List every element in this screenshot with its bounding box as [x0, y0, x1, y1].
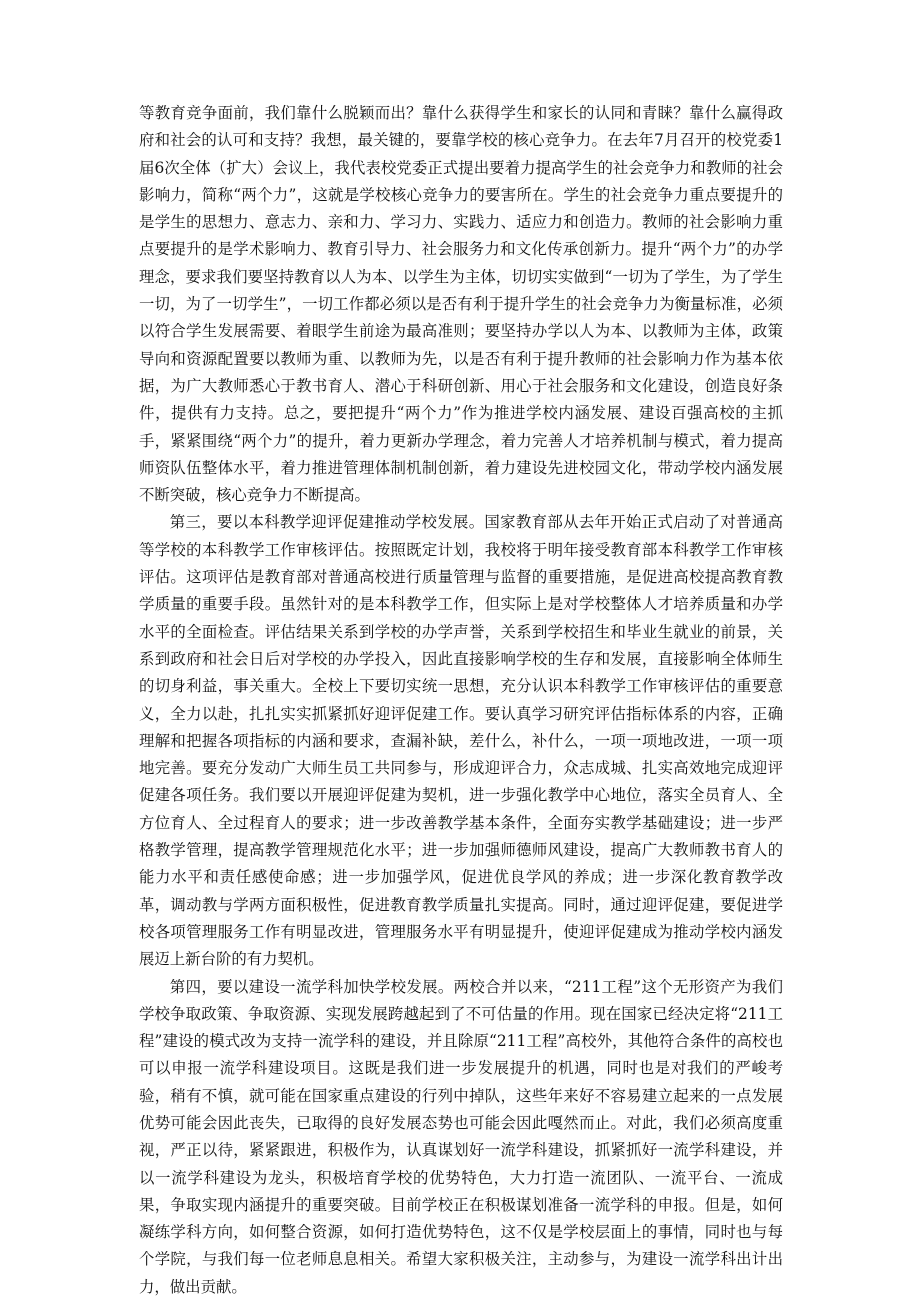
document-body	[139, 100, 783, 1301]
paragraph-fourth-first-class-discipline: 第四，要以建设一流学科加快学校发展。两校合并以来，“211工程”这个无形资产为我们学校争取政策、争取资源、实现发展跨越起到了不可估量的作用。现在国家已经决定将“211工程”建设的模式改为支持一流学科的建设，并且除原“211工程”高校外，其他符合条件的高校也可以申报一流学科建设项目。这既是我们进一步发展提升的机遇，同时也是对我们的严峻考验，稍有不慎，就可能在国家重点建设的行列中掉队，这些年来好不容易建立起来的一点发展优势可能会因此丧失，已取得的良好发展态势也可能会因此嘎然而止。对此，我们必须高度重视，严正以待，紧紧跟进，积极作为，认真谋划好一流学科建设，抓紧抓好一流学科建设，并以一流学科建设为龙头，积极培育学校的优势特色，大力打造一流团队、一流平台、一流成果，争取实现内涵提升的重要突破。目前学校正在积极谋划准备一流学科的申报。但是，如何凝练学科方向，如何整合资源，如何打造优势特色，这不仅是学校层面上的事情，同时也与每个学院，与我们每一位老师息息相关。希望大家积极关注，主动参与，为建设一流学科出计出力，做出贡献。	[139, 977, 783, 1296]
paragraph-third-undergraduate-evaluation: 第三，要以本科教学迎评促建推动学校发展。国家教育部从去年开始正式启动了对普通高等学校的本科教学工作审核评估。按照既定计划，我校将于明年接受教育部本科教学工作审核评估。这项评估是教育部对普通高校进行质量管理与监督的重要措施，是促进高校提高教育教学质量的重要手段。虽然针对的是本科教学工作，但实际上是对学校整体人才培养质量和办学水平的全面检查。评估结果关系到学校的办学声誉，关系到学校招生和毕业生就业的前景，关系到政府和社会日后对学校的办学投入，因此直接影响学校的生存和发展，直接影响全体师生的切身利益，事关重大。全校上下要切实统一思想，充分认识本科教学工作审核评估的重要意义，全力以赴，扎扎实实抓紧抓好迎评促建工作。要认真学习研究评估指标体系的内容，正确理解和把握各项指标的内涵和要求，查漏补缺，差什么，补什么，一项一项地改进，一项一项地完善。要充分发动广大师生员工共同参与，形成迎评合力，众志成城、扎实高效地完成迎评促建各项任务。我们要以开展迎评促建为契机，进一步强化教学中心地位，落实全员育人、全方位育人、全过程育人的要求；进一步改善教学基本条件，全面夯实教学基础建设；进一步严格教学管理，提高教学管理规范化水平；进一步加强师德师风建设，提高广大教师教书育人的能力水平和责任感使命感；进一步加强学风，促进优良学风的养成；进一步深化教育教学改革，调动教与学两方面积极性，促进教育教学质量扎实提高。同时，通过迎评促建，要促进学校各项管理服务工作有明显改进，管理服务水平有明显提升，使迎评促建成为推动学校内涵发展迈上新台阶的有力契机。	[139, 513, 783, 969]
paragraph-competitiveness: 等教育竞争面前，我们靠什么脱颖而出？靠什么获得学生和家长的认同和青睐？靠什么赢得政府和社会的认可和支持？我想，最关键的，要靠学校的核心竞争力。在去年7月召开的校党委1届6次全体（扩大）会议上，我代表校党委正式提出要着力提高学生的社会竞争力和教师的社会影响力，简称“两个力”，这就是学校核心竞争力的要害所在。学生的社会竞争力重点要提升的是学生的思想力、意志力、亲和力、学习力、实践力、适应力和创造力。教师的社会影响力重点要提升的是学术影响力、教育引导力、社会服务力和文化传承创新力。提升“两个力”的办学理念，要求我们要坚持教育以人为本、以学生为主体，切切实实做到“一切为了学生，为了学生一切，为了一切学生”，一切工作都必须以是否有利于提升学生的社会竞争力为衡量标准，必须以符合学生发展需要、着眼学生前途为最高准则；要坚持办学以人为本、以教师为主体，政策导向和资源配置要以教师为重、以教师为先，以是否有利于提升教师的社会影响力作为基本依据，为广大教师悉心于教书育人、潜心于科研创新、用心于社会服务和文化建设，创造良好条件，提供有力支持。总之，要把提升“两个力”作为推进学校内涵发展、建设百强高校的主抓手，紧紧围绕“两个力”的提升，着力更新办学理念，着力完善人才培养机制与模式，着力提高师资队伍整体水平，着力推进管理体制机制创新，着力建设先进校园文化，带动学校内涵发展不断突破，核心竞争力不断提高。	[139, 104, 783, 505]
